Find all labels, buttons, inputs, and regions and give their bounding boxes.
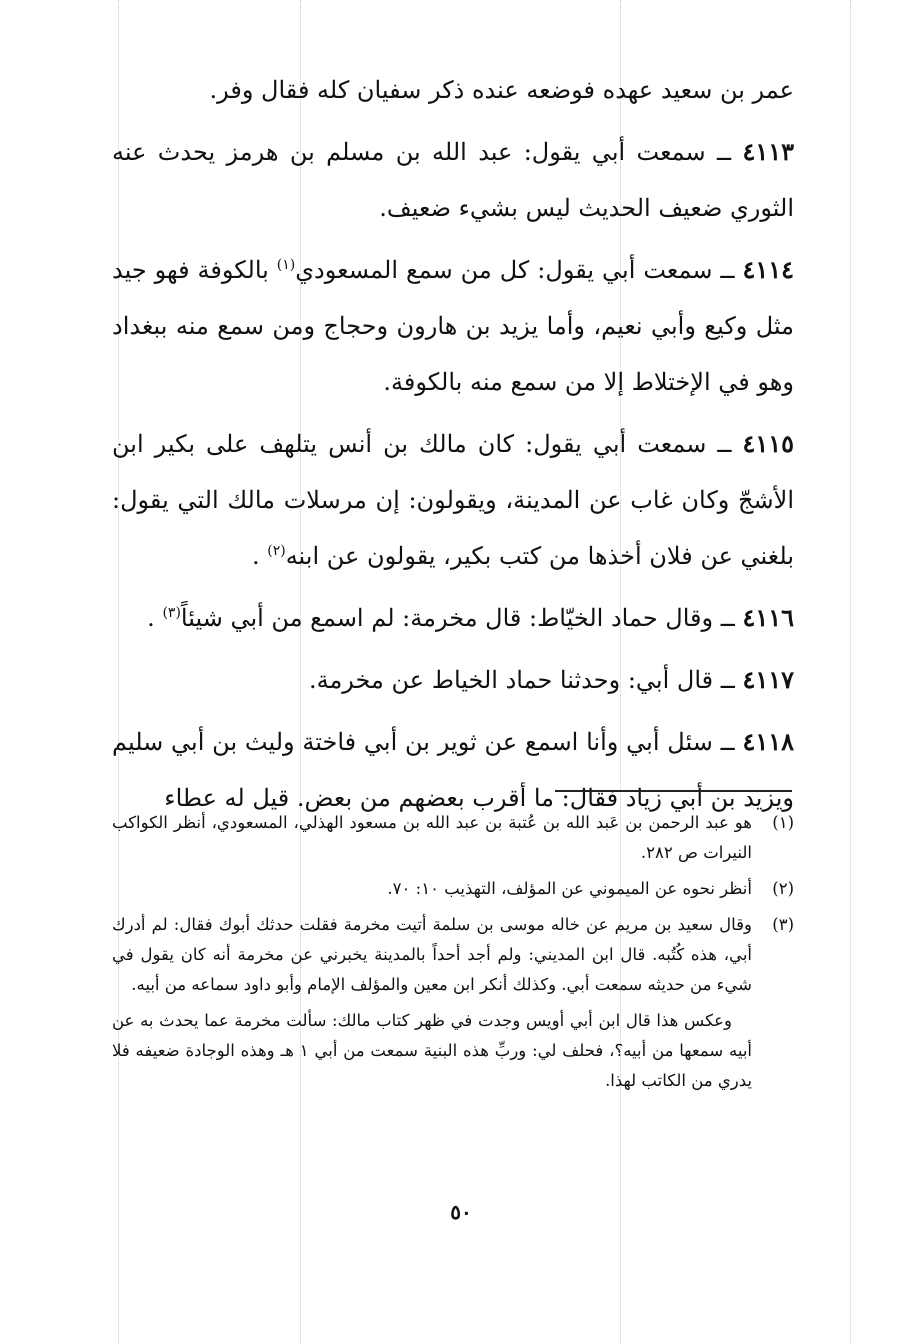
paragraph xyxy=(112,62,794,118)
entry-number: ٤١١٥ xyxy=(742,429,794,458)
entry-number: ٤١١٧ xyxy=(742,665,794,694)
footnote-continuation: وعكس هذا قال ابن أبي أويس وجدت في ظهر كتاب مالك: سألت مخرمة عما يحدث به عن أبيه سمعها من أبيه؟، فحلف لي: وربِّ هذه البنية سمعت من أبي ١ هـ وهذه الوجادة ضعيفه فلا يدري من الكاتب لهذا. xyxy=(112,1011,752,1090)
entry-number: ٤١١٨ xyxy=(742,727,794,756)
footnotes-section xyxy=(112,808,794,1096)
footnote-text: أنظر نحوه عن الميموني عن المؤلف، التهذيب ١٠: ٧٠. xyxy=(387,879,752,898)
footnote-mark: (٣) xyxy=(772,915,794,934)
entry-number: ٤١١٤ xyxy=(742,255,795,284)
scan-artifact-line xyxy=(850,0,851,1344)
paragraph-text-continued: . xyxy=(251,542,268,570)
paragraph xyxy=(112,416,794,584)
footnote xyxy=(112,910,794,1000)
footnote-reference: (١) xyxy=(276,257,296,273)
paragraph-text: ــ قال أبي: وحدثنا حماد الخياط عن مخرمة. xyxy=(308,666,743,694)
footnote-text: هو عبد الرحمن بن عَبد الله بن عُتبة بن عبد الله بن مسعود الهذلي، المسعودي، أنظر الكواكب النيرات ص ٢٨٢. xyxy=(112,813,752,862)
footnote xyxy=(112,874,794,904)
paragraph xyxy=(112,242,794,410)
footnote xyxy=(112,808,794,868)
paragraph-text-continued: . xyxy=(147,604,163,632)
paragraph-text-continued: بالكوفة فهو جيد مثل وكيع وأبي نعيم، وأما يزيد بن هارون وحجاج ومن سمع منه ببغداد وهو في الإختلاط إلا من سمع منه بالكوفة. xyxy=(112,256,794,396)
paragraph-text: ــ سمعت أبي يقول: عبد الله بن مسلم بن هرمز يحدث عنه الثوري ضعيف الحديث ليس بشيء ضعيف. xyxy=(112,138,794,222)
footnote-reference: (٢) xyxy=(267,543,286,559)
footnote-mark: (١) xyxy=(772,813,794,832)
entry-number: ٤١١٦ xyxy=(742,603,794,632)
paragraph-text: ــ سمعت أبي يقول: كان مالك بن أنس يتلهف على بكير ابن الأشجّ وكان غاب عن المدينة، ويقولون: إن مرسلات مالك التي يقول: بلغني عن فلان أخذها من كتب بكير، يقولون عن ابنه xyxy=(112,430,794,570)
paragraph-text: ــ وقال حماد الخيّاط: قال مخرمة: لم اسمع من أبي شيئاً xyxy=(180,604,743,632)
footnote-text: وقال سعيد بن مريم عن خاله موسى بن سلمة أتيت مخرمة فقلت حدثك أبوك فقال: لم أدرك أبي، هذه كُتُبه. قال ابن المديني: ولم أجد أحداً بالمدينة يخبرني عن مخرمة أنه كان يقول في شيء من حديثه سمعت أبي. وكذلك أنكر ابن معين والمؤلف الإمام وأبو داود سماعه من أبيه. xyxy=(112,915,752,994)
entry-number: ٤١١٣ xyxy=(742,137,794,166)
paragraph-text: ــ سمعت أبي يقول: كل من سمع المسعودي xyxy=(295,256,743,284)
paragraph xyxy=(112,124,794,236)
footnote-reference: (٣) xyxy=(162,605,181,621)
paragraph-text: ــ سئل أبي وأنا اسمع عن ثوير بن أبي فاختة وليث بن أبي سليم ويزيد بن أبي زياد فقال: ما أقرب بعضهم من بعض. قيل له عطاء xyxy=(112,728,794,812)
paragraph xyxy=(112,590,794,646)
footnote-separator xyxy=(555,790,792,792)
main-text xyxy=(112,62,794,832)
paragraph xyxy=(112,652,794,708)
page-number: ٥٠ xyxy=(450,1200,472,1224)
footnote-mark: (٢) xyxy=(772,879,794,898)
paragraph-text: عمر بن سعيد عهده فوضعه عنده ذكر سفيان كله فقال وفر. xyxy=(209,76,794,104)
